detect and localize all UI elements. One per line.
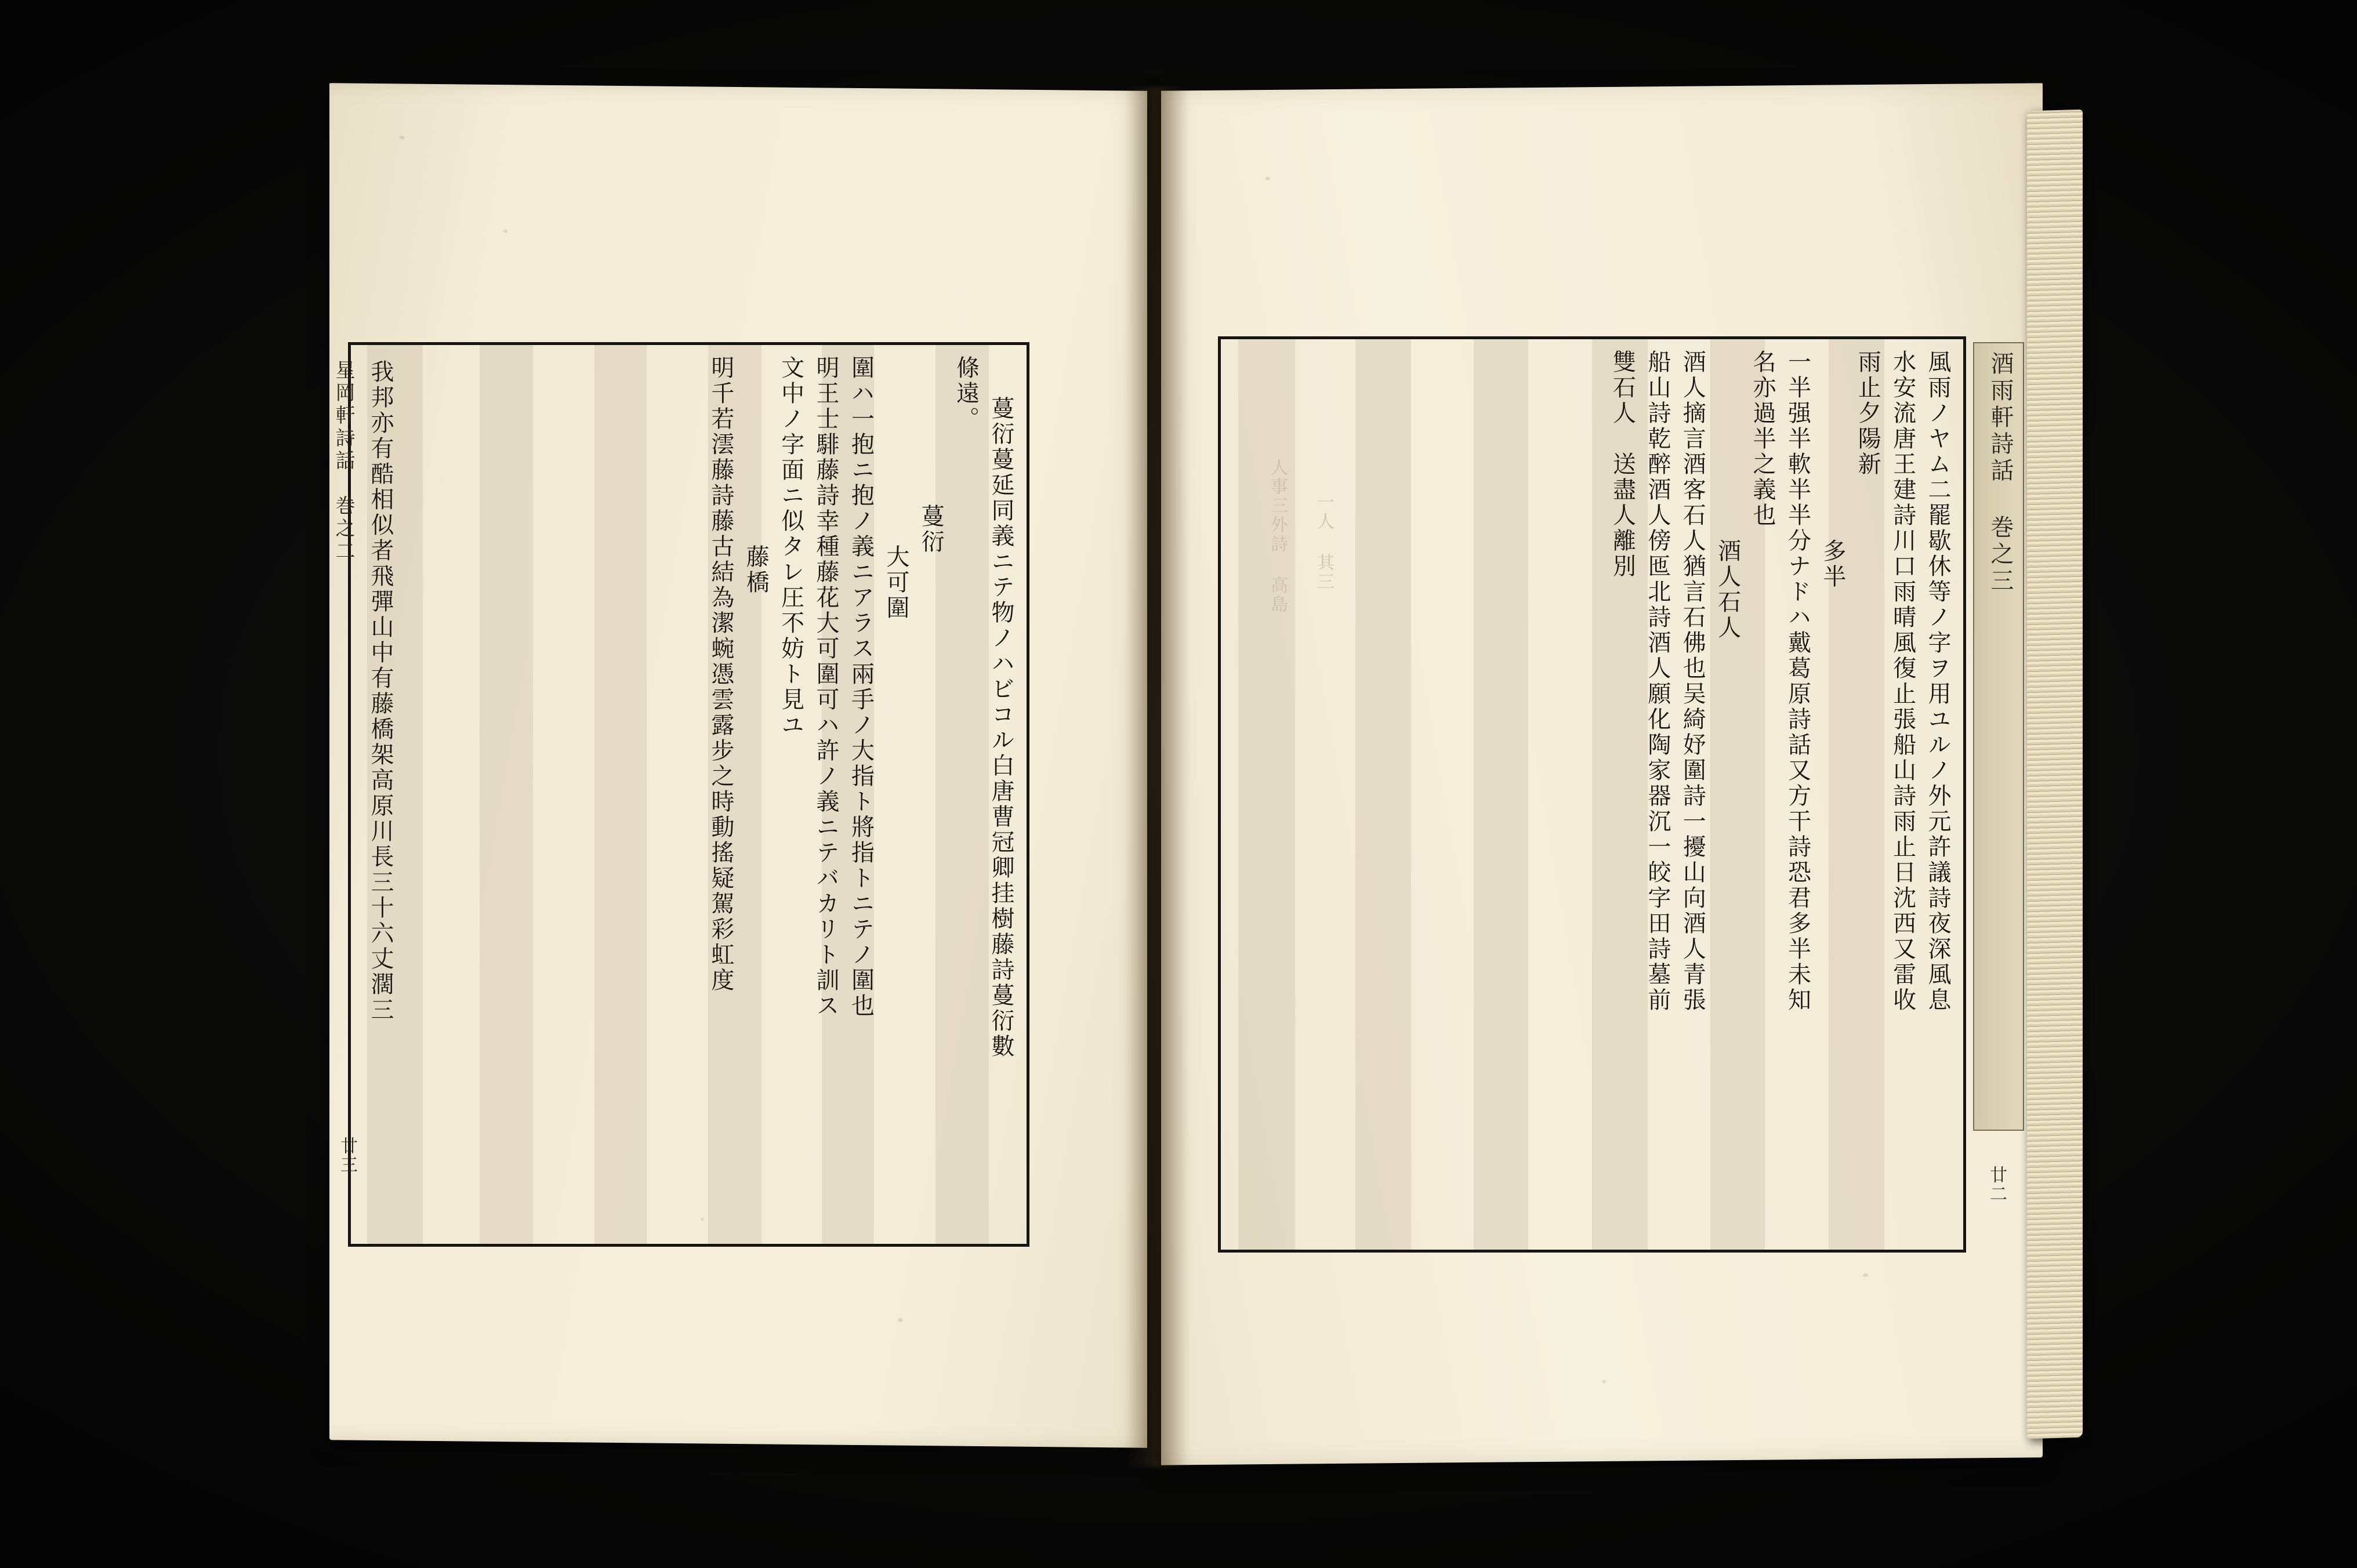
open-book (313, 87, 2088, 1490)
right-page-number: 廿二 (1986, 1166, 2007, 1204)
left-page-outside-column: 我邦亦有酷相似者飛彈山中有藤橋架高原川長三十六丈濶三 (367, 360, 394, 1023)
fore-edge-pages (2027, 110, 2083, 1439)
right-col-6: 名亦過半之義也 (1749, 350, 1776, 528)
right-text-frame (1218, 336, 1966, 1253)
left-col-1: 蔓衍蔓延同義ニテ物ノハビコル白唐曹冠卿挂樹藤詩蔓衍數 (988, 396, 1014, 1059)
left-col-5: 圍ハ一抱ニ抱ノ義ニアラス兩手ノ大指ト將指トニテノ圍也 (847, 355, 875, 1019)
right-col-4: 多半 (1819, 437, 1846, 590)
spine-title-slip: 酒雨軒詩話 巻之三 (1973, 342, 2024, 1131)
right-col-3: 雨止夕陽新 (1854, 350, 1881, 477)
left-col-8: 藤橋 (742, 442, 770, 596)
left-col-9: 明千若澐藤詩藤古結為潔蜿憑雲露步之時動搖疑駕彩虹度 (707, 355, 734, 993)
left-col-2: 條遠。 (952, 355, 980, 432)
left-col-7: 文中ノ字面ニ似タレ圧不妨ト見ユ (777, 355, 804, 738)
right-col-5: 一半强半軟半半分ナドハ戴葛原詩話又方干詩恐君多半未知 (1784, 350, 1811, 1013)
left-text-frame (348, 342, 1029, 1247)
show-through-text: 人事三外詩 高島 (1267, 458, 1288, 614)
left-page-number: 廿三 (337, 1137, 357, 1175)
right-col-2: 水安流唐王建詩川口雨晴風復止張船山詩雨止日沈西又雷收 (1889, 350, 1916, 1013)
show-through-text-2: 一人 其三 (1314, 493, 1334, 591)
right-col-10: 雙石人 送盡人離別 (1609, 350, 1636, 579)
right-col-8: 酒人摘言酒客石人猶言石佛也吴綺妤圍詩一擾山向酒人青張 (1679, 350, 1706, 1013)
left-col-3: 蔓衍 (918, 402, 945, 555)
left-page-series-title: 星岡軒詩話 巻之二 (332, 360, 355, 563)
left-col-4: 大可圍 (882, 442, 909, 621)
left-col-6: 明王士騑藤詩幸種藤花大可圍可ハ許ノ義ニテバカリト訓ス (813, 355, 840, 1019)
right-col-1: 風雨ノヤム二罷歇休等ノ字ヲ用ユルノ外元許議詩夜深風息 (1924, 350, 1951, 1013)
right-col-9: 船山詩乾醉酒人傍匜北詩酒人願化陶家器沉一皎字田詩墓前 (1644, 350, 1671, 1013)
left-page-columns (351, 345, 1027, 1244)
right-page-columns (1221, 339, 1963, 1250)
right-col-7: 酒人石人 (1714, 437, 1741, 641)
